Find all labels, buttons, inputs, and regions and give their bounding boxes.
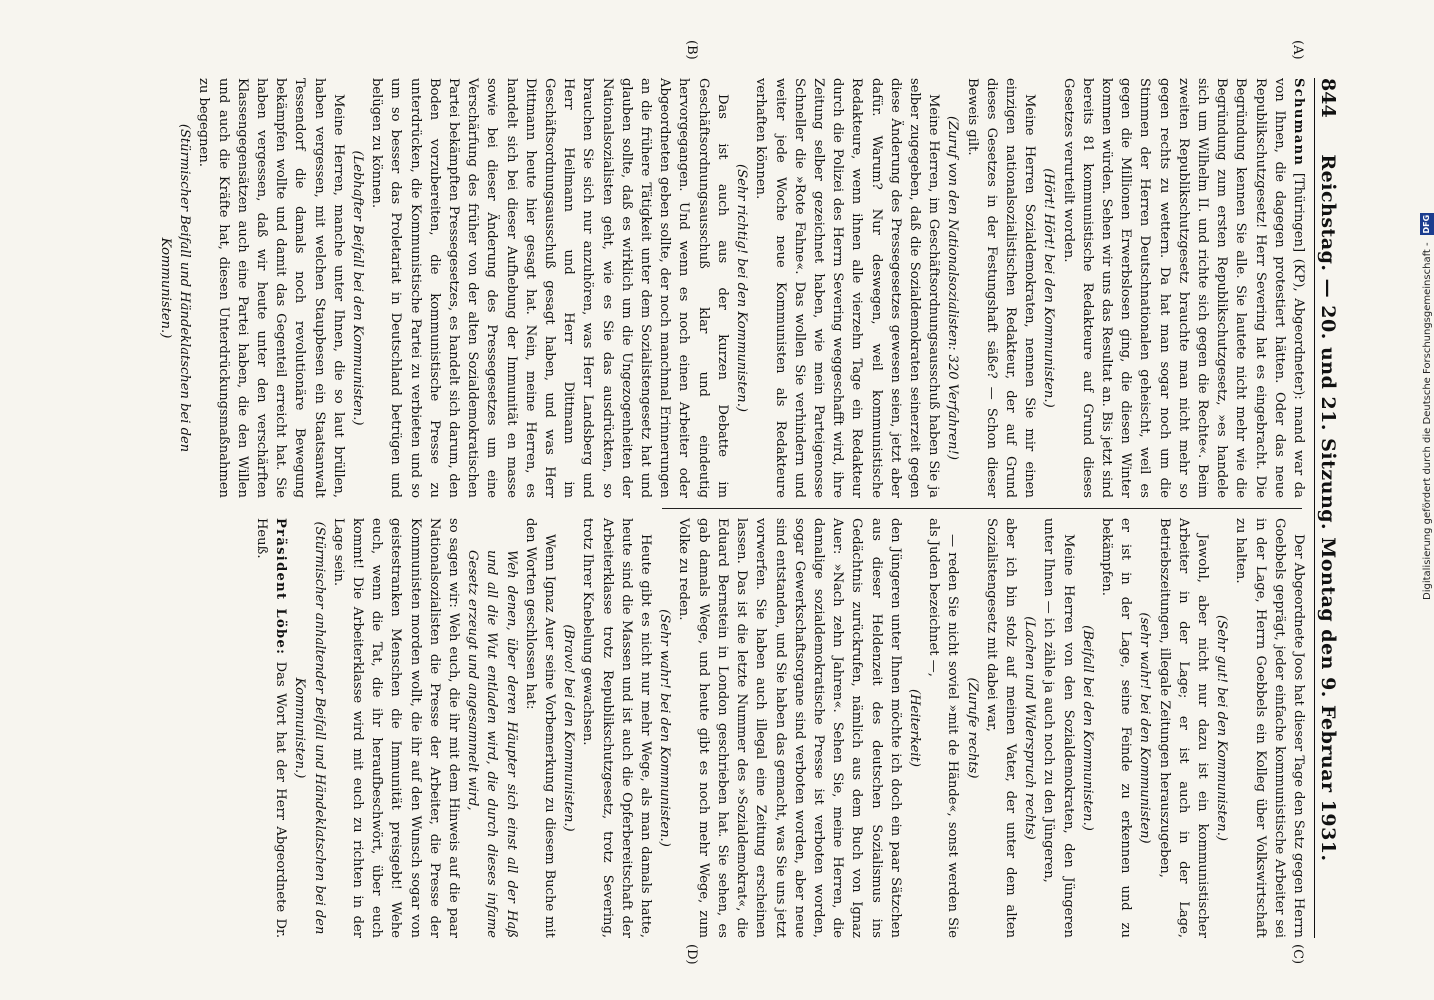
interjection: (Bravo! bei den Kommunisten.): [561, 624, 577, 832]
column-divider: [662, 508, 1302, 509]
interjection: (sehr wahr! bei den Kommunisten): [1137, 612, 1153, 844]
interjection: (Stürmischer Beifall und Händeklatschen bei den Kommunisten.): [158, 123, 193, 453]
page-number: 844: [1317, 78, 1339, 118]
interjection: (Sehr gut! bei den Kommunisten.): [1214, 614, 1230, 842]
speaker-name: Präsident Löbe:: [273, 518, 289, 656]
paragraph-text: Das ist auch aus der kurzen Debatte im Geschäftsordnungsausschuß klar und eindeutig hervorgegangen. Und wenn es noch einen Arbeiter oder Abgeordneten geben sollte, der noch manchmal Erinnerungen an die frühere Tätigkeit unter dem Sozialistengesetz hat und glauben sollte, daß es wirklich um die Ungezogenheiten der Nationalsozialisten geht, wie es Sie das ausdrückten, so brauchen Sie sich nur anzuhören, was Herr Landsberg und Herr Heilmann und Herr Dittmann im Geschäftsordnungsausschuß gesagt haben, und was Herr Dittmann heute hier gesagt hat. Nein, meine Herren, es handelt sich bei dieser Aufhebung der Immunität en masse sowie bei dieser Änderung des Pressegesetzes um eine Verschärfung des früher von der alten Sozialdemokratischen Partei bekämpften Pressegesetzes, es handelt sich darum, den Boden vorzubereiten, die kommunistische Presse zu unterdrücken, die Kommunistische Partei zu verbieten und so um so besser das Proletariat in Deutschland betrügen und belügen zu können.: [369, 78, 730, 498]
margin-marker-d: (D): [684, 944, 699, 965]
digitization-notice: [1420, 213, 1434, 600]
interjection: (Stürmischer anhaltender Beifall und Händeklatschen bei den Kommunisten.): [292, 521, 327, 935]
speech-paragraph: [982, 518, 1020, 938]
speech-paragraph: [962, 78, 1039, 498]
interjection: (Sehr richtig! bei den Kommunisten.): [734, 164, 750, 412]
paragraph-text: Meine Herren Sozialdemokraten, nennen Sie mir einen einzigen nationalsozialistischen Redakteur, der auf Grund dieses Gesetzes in der Festungshaft säße? — Schon dieser Beweis gilt.: [964, 78, 1038, 498]
speech-paragraph: [521, 518, 559, 938]
paragraph-text: Meine Herren von den Sozialdemokraten, den Jüngeren unter Ihnen — ich zähle ja auch noch zu den Jüngeren,: [1041, 518, 1076, 938]
paragraph-text: — reden Sie nicht soviel »mit de Hände«, sonst werden Sie als Juden bezeichnet —,: [926, 518, 961, 938]
paragraph-text: so sagen wir: Weh euch, die ihr mit dem Hinweis auf die paar Nationalsozialisten die Presse der Arbeiter, die Presse der Kommunisten morden wollt, die ihr auf den Wunsch sogar von geistestranken Menschen die Immunität preisgebt! Wehe euch, wenn die Tat, die ihr heraufbeschwört, über euch kommt! Die Arbeiterklasse wird mit euch zu richten in der Lage sein.: [330, 518, 462, 938]
text-columns: [156, 78, 1308, 938]
speech-paragraph: [578, 518, 655, 938]
paragraph-text: [Thüringen] (KP), Abgeordneter): mand war da von Ihnen, die dagegen protestiert hätten. Oder das neue Republikschutzgesetz! Herr Severing hat es eingebracht. Die Begründung kennen Sie alle. Sie lautete nicht mehr wie die Begründung zum ersten Republikschutzgesetz, »es handele sich um Wilhelm II. und richte sich gegen die Rechte«. Beim zweiten Republikschutzgesetz brauchte man nicht mehr so gegen rechts zu wettern. Da hat man sogar noch um die Stimmen der Herren Deutschnationalen geheischt, weil es gegen die Millionen Erwerbslosen ging, die diesen Winter kommen würden. Sehen wir uns das Resultat an. Bis jetzt sind bereits 81 kommunistische Redakteure auf Grund dieses Gesetzes verurteilt worden.: [1060, 78, 1306, 498]
paragraph-text: Wenn Ignaz Auer seine Vorbemerkung zu diesem Buche mit den Worten geschlossen hat:: [522, 518, 558, 938]
page-title: Reichstag. — 20. und 21. Sitzung. Montag den 9. Februar 1931.: [1317, 154, 1339, 862]
margin-marker-b: (B): [684, 40, 699, 60]
paragraph-text: Heute gibt es nicht nur mehr Wege, als man damals hatte, heute sind die Massen und ist auch die Opferbereitschaft der Arbeiterklasse trotz Republikschutzgesetz, trotz Severing, trotz Ihrer Knebelung gewachsen.: [580, 518, 654, 938]
speech-paragraph: [194, 78, 348, 498]
speech-paragraph: [1039, 518, 1077, 938]
paragraph-text: er ist in der Lage, seine Feinde zu erkennen und zu bekämpfen.: [1098, 518, 1134, 938]
speech-paragraph: [924, 518, 962, 938]
speech-paragraph: [367, 78, 732, 498]
speech-paragraph: [1058, 78, 1308, 498]
paragraph-text: Jawohl, aber nicht nur dazu ist ein kommunistischer Arbeiter in der Lage; er ist auch in der Lage, Betriebszeitungen, illegale Zeitungen herauszugeben,: [1156, 518, 1210, 938]
paragraph-text: den Jüngeren unter Ihnen möchte ich doch ein paar Sätzchen aus dieser Heldenzeit des deutschen Sozialismus ins Gedächtnis zurückrufen, nämlich aus dem Buch von Ignaz Auer: »Nach zehn Jahren«. Sehen Sie, meine Herren, die damalige sozialdemokratische Presse ist verboten worden, sogar Gewerkschaftsorgane sind verboten worden, aber neue sind entstanden, und Sie haben das gemacht, was Sie uns jetzt vorwerfen. Sie haben auch illegal eine Zeitung erscheinen lassen. Das ist die letzte Nummer des »Sozialdemokrat«, die Eduard Bernstein in London geschrieben hat. Sie sehen, es gab damals Wege, und heute gibt es noch mehr Wege, zum Volke zu reden.: [676, 518, 903, 938]
speech-paragraph: [1231, 518, 1308, 938]
speech-paragraph: [1154, 518, 1212, 938]
document-sheet: [99, 40, 1339, 965]
speech-paragraph: [1097, 518, 1135, 938]
speech-paragraph: [329, 518, 463, 938]
right-column: [156, 518, 1308, 938]
paragraph-text: Meine Herren, im Geschäftsordnungsausschuß haben Sie ja selber zugegeben, daß die Sozialdemokraten seinerzeit gegen diese Änderung des Pressegesetzes gewesen seien, jetzt aber dafür. Warum? Nur deswegen, weil kommunistische Redakteure, wenn ihnen alle vierzehn Tage ein Redakteur durch die Polizei des Herrn Severing weggeschafft wird, ihre Zeitung selber gezeichnet haben, wie mein Parteigenosse Schneller die »Rote Fahne«. Das wollen Sie verhindern und weiter jede Woche neue Kommunisten als Redakteure verhaften können.: [753, 78, 942, 498]
margin-marker-a: (A): [1290, 40, 1305, 60]
speaker-name: Schumann: [1291, 78, 1306, 167]
dfg-logo: DFG: [1420, 213, 1434, 235]
paragraph-text: Meine Herren, manche unter Ihnen, die so laut brüllen, haben vergessen, mit welchen Staupbesen ein Staatsanwalt Tessendorf die damals noch revolutionäre Bewegung bekämpfen wollte und damit das Gegenteil erreicht hat. Sie haben vergessen, daß wir heute unter den verschärften Klassengegensätzen auch eine Partei haben, die den Willen und auch die Kräfte hat, diesen Unterdrückungsmaßnahmen zu begegnen.: [196, 78, 346, 498]
interjection: (Heiterkeit): [906, 689, 922, 767]
digitization-notice-text: Digitalisierung gefördert durch die Deutsche Forschungsgemeinschaft -: [1422, 242, 1433, 600]
speech-paragraph: [751, 78, 943, 498]
interjection: (Lebhafter Beifall bei den Kommunisten.): [350, 150, 366, 426]
interjection: (Zuruf von den Nationalsozialisten: 320 Verfahren!): [945, 116, 961, 460]
page-header: [1314, 78, 1339, 938]
paragraph-text: Der Abgeordnete Joos hat dieser Tage den Satz gegen Herrn Goebbels geprägt, jeder einfache kommunistische Arbeiter sei in der Lage, Herrn Goebbels ein Kolleg über Volkswirtschaft zu halten.: [1233, 518, 1306, 938]
interjection: (Sehr wahr! bei den Kommunisten.): [657, 609, 673, 847]
margin-marker-c: (C): [1290, 944, 1305, 965]
interjection: (Beifall bei den Kommunisten.): [1079, 625, 1095, 831]
quotation: Weh denen, über deren Häupter sich einst all der Haß und all die Wut entladen wird, die durch dieses infame Gesetz erzeugt und angesammelt wird,: [465, 550, 519, 938]
interjection: (Lachen und Widerspruch rechts): [1022, 616, 1038, 840]
speech-paragraph: [674, 518, 904, 938]
interjection: (Zurufe rechts): [964, 677, 980, 779]
paragraph-text: Das Wort hat der Herr Abgeordnete Dr. Heuß.: [254, 518, 289, 938]
left-column: [156, 78, 1308, 498]
speech-paragraph: [252, 518, 290, 938]
paragraph-text: aber ich bin stolz auf meinen Vater, der unter dem alten Sozialistengesetz mit dabei war,: [983, 518, 1018, 938]
interjection: (Hört! Hört! bei den Kommunisten.): [1041, 168, 1057, 408]
